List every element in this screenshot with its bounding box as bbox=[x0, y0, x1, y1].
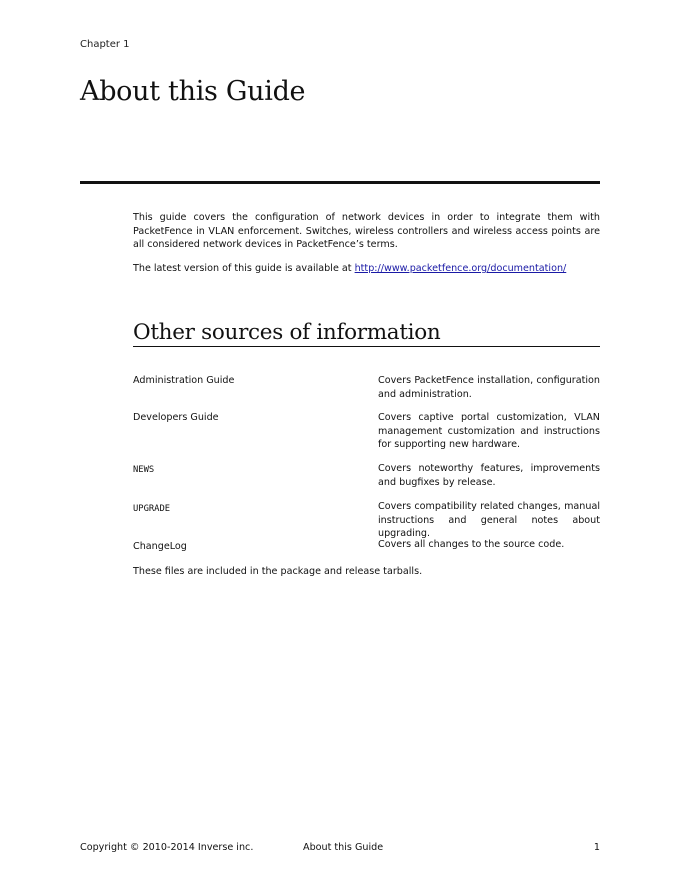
footer-page-number: 1 bbox=[593, 842, 600, 853]
source-term: ChangeLog bbox=[133, 541, 187, 552]
source-term: Administration Guide bbox=[133, 375, 235, 386]
chapter-title: About this Guide bbox=[80, 76, 306, 107]
footer-copyright: Copyright © 2010-2014 Inverse inc. bbox=[80, 842, 254, 853]
footer-doc-title: About this Guide bbox=[303, 842, 384, 853]
source-description: Covers noteworthy features, improvements and bugfixes by release. bbox=[378, 463, 600, 488]
source-term: Developers Guide bbox=[133, 412, 219, 423]
intro-paragraph: This guide covers the configuration of network devices in order to integrate them with PacketFence in VLAN enforcement. Switches, wireless controllers and wireless access points are all considered network devices in PacketFence’s terms. bbox=[133, 212, 600, 251]
documentation-link[interactable]: http://www.packetfence.org/documentation/ bbox=[354, 263, 567, 274]
latest-version-paragraph bbox=[133, 262, 600, 276]
chapter-label: Chapter 1 bbox=[80, 39, 130, 50]
source-term: UPGRADE bbox=[133, 504, 171, 514]
latest-version-text: The latest version of this guide is available at bbox=[133, 263, 355, 274]
title-divider bbox=[80, 181, 600, 184]
source-description: Covers PacketFence installation, configuration and administration. bbox=[378, 375, 600, 400]
section-title-other-sources: Other sources of information bbox=[133, 320, 600, 347]
source-description: Covers all changes to the source code. bbox=[378, 539, 565, 550]
source-description: Covers compatibility related changes, manual instructions and general notes about upgrading. bbox=[378, 501, 600, 540]
source-term: NEWS bbox=[133, 465, 155, 475]
source-description: Covers captive portal customization, VLAN management customization and instructions for supporting new hardware. bbox=[378, 412, 600, 451]
files-note: These files are included in the package and release tarballs. bbox=[133, 566, 423, 577]
